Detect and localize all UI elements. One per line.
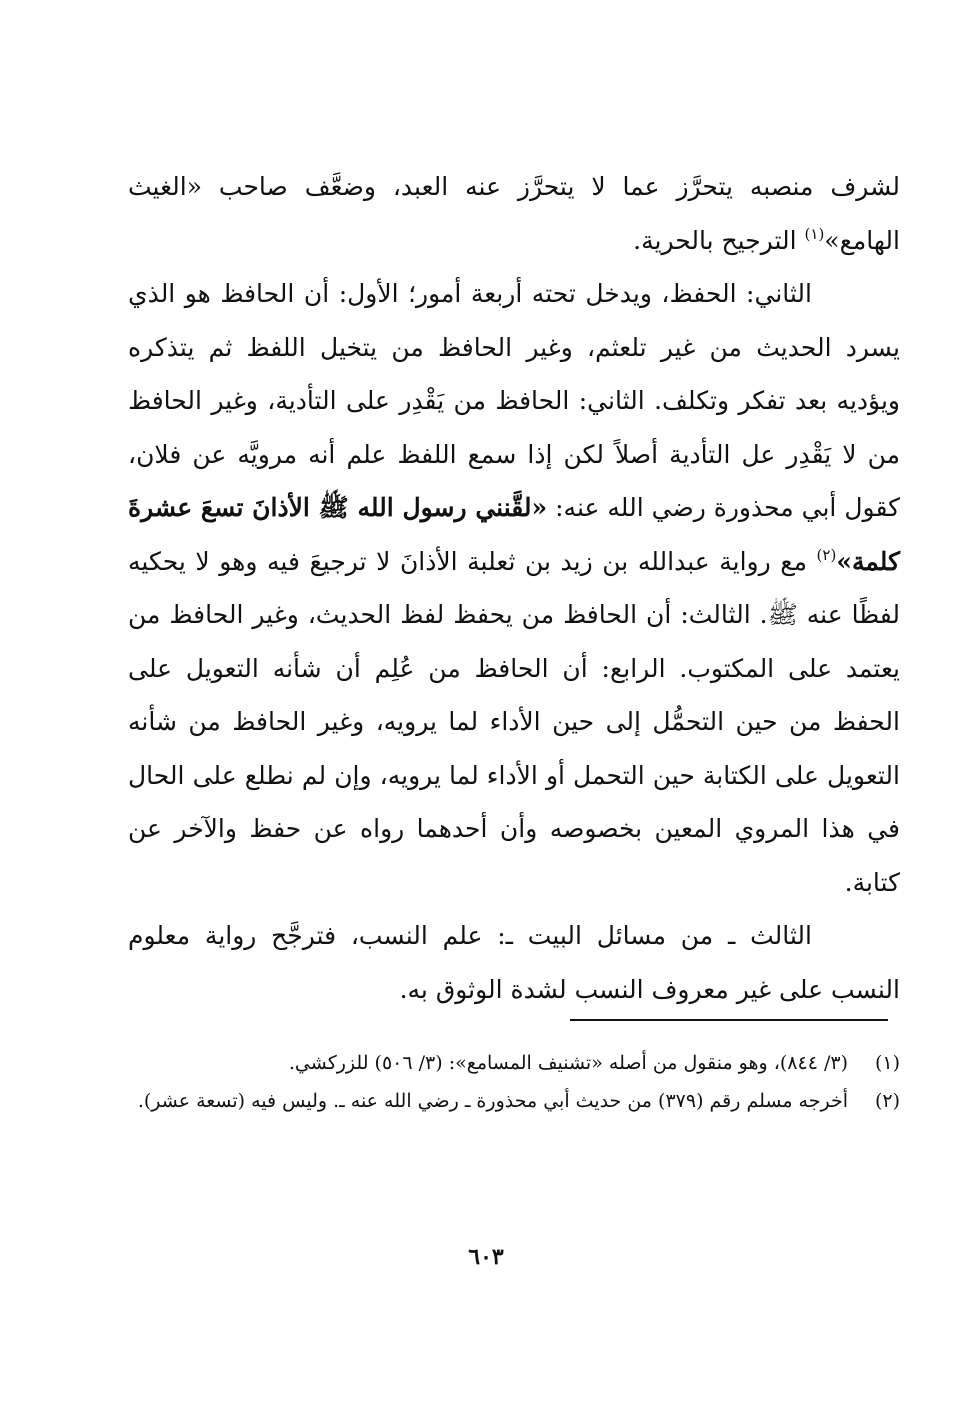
paragraph-3-text: الثالث ـ من مسائل البيت ـ: علم النسب، فترجَّح رواية معلوم النسب على غير معروف النسب لشدة الوثوق به. <box>128 921 900 1004</box>
footnote-2-text: أخرجه مسلم رقم (٣٧٩) من حديث أبي محذورة ـ رضي الله عنه ـ. وليس فيه (تسعة عشر). <box>137 1090 848 1112</box>
page-number: ٦٠٣ <box>468 1244 504 1270</box>
paragraph-1-text-a: لشرف منصبه يتحرَّز عما لا يتحرَّز عنه العبد، وضعَّف صاحب «الغيث الهامع» <box>128 172 900 255</box>
footnote-ref-1: (١) <box>804 224 825 243</box>
paragraph-3 <box>128 909 900 1016</box>
paragraph-2-text-b: مع رواية عبدالله بن زيد بن ثعلبة الأذانَ لا ترجيعَ فيه وهو لا يحكيه لفظًا عنه ﷺ. الثالث: أن الحافظ من يحفظ لفظ الحديث، وغير الحافظ من يعتمد على المكتوب. الرابع: أن الحافظ من عُلِم أن شأنه التعويل على الحفظ من حين التحمُّل إلى حين الأداء لما يرويه، وغير الحافظ من شأنه التعويل على الكتابة حين التحمل أو الأداء لما يرويه، وإن لم نطلع على الحال في هذا المروي المعين بخصوصه وأن أحدهما رواه عن حفظ والآخر عن كتابة. <box>128 546 900 897</box>
footnote-1 <box>128 1046 900 1080</box>
footnote-ref-2: (٢) <box>816 545 837 564</box>
footnote-divider <box>570 1019 888 1021</box>
hadith-quote: «لقَّنني رسول الله ﷺ الأذانَ تسعَ عشرةَ كلمة» <box>128 493 900 576</box>
footnote-1-number: (١) <box>874 1052 900 1074</box>
footnote-1-text: (٣/ ٨٤٤)، وهو منقول من أصله «تشنيف المسامع»: (٣/ ٥٠٦) للزركشي. <box>288 1052 848 1074</box>
footnote-2 <box>128 1084 900 1118</box>
footnotes <box>128 1046 900 1122</box>
paragraph-1-text-b: الترجيح بالحرية. <box>633 225 805 255</box>
paragraph-2 <box>128 267 900 909</box>
footnote-2-number: (٢) <box>874 1090 900 1112</box>
paragraph-1 <box>128 160 900 267</box>
paragraph-2-text-a: الثاني: الحفظ، ويدخل تحته أربعة أمور؛ الأول: أن الحافظ هو الذي يسرد الحديث من غير تلعثم، وغير الحافظ من يتخيل اللفظ ثم يتذكره ويؤديه بعد تفكر وتكلف. الثاني: الحافظ من يَقْدِر على التأدية، وغير الحافظ من لا يَقْدِر عل التأدية أصلاً لكن إذا سمع اللفظ علم أنه مرويَّه عن فلان، كقول أبي محذورة رضي الله عنه: <box>128 279 900 522</box>
main-text <box>128 160 900 1016</box>
